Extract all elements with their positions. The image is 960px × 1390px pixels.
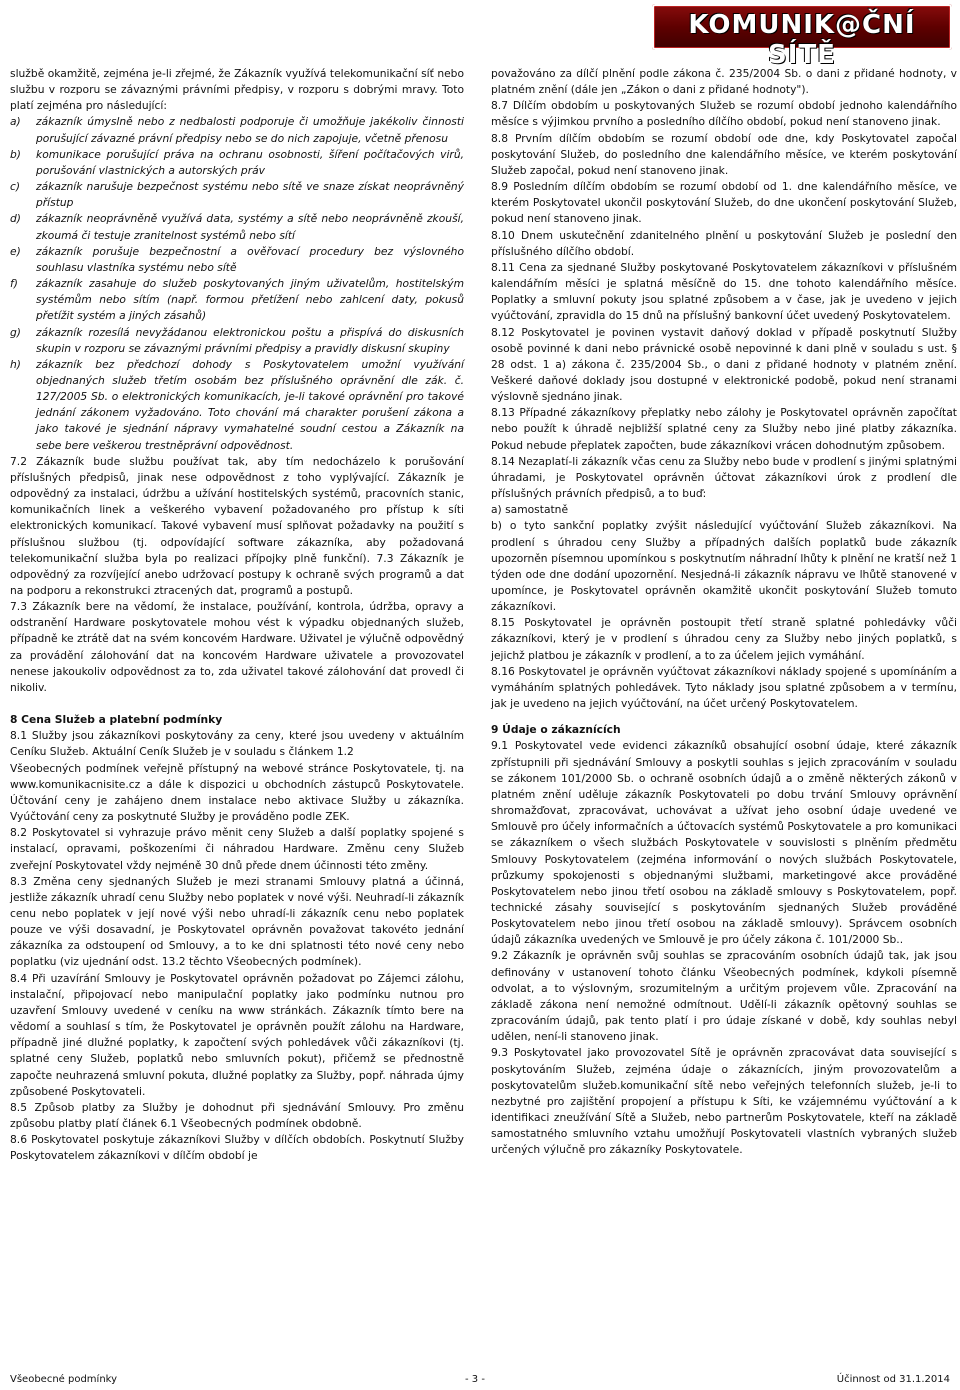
- list-text: zákazník úmyslně nebo z nedbalosti podporuje či umožňuje jakékoliv činnosti porušující závazné právní předpisy nebo se do nich zapojuje, včetně přenosu: [36, 115, 464, 145]
- list-label: e): [10, 244, 21, 258]
- paragraph: 8.16 Poskytovatel je oprávněn vyúčtovat zákazníkovi náklady spojené s upomínáním a vymáháním splatných pohledávek. Tyto náklady jsou splatné způsobem a v termínu, jak je uvedeno na jejich vyúčtování, na účet určený Poskytovatelem.: [491, 664, 957, 711]
- paragraph: a) samostatně: [491, 503, 569, 517]
- paragraph: 8.5 Způsob platby za Služby je dohodnut při sjednávání Smlouvy. Pro změnu způsobu platby platí článek 6.1 Všeobecných podmínek obdobně.: [10, 1100, 464, 1130]
- paragraph: službě okamžitě, zejména je-li zřejmé, že Zákazník využívá telekomunikační síť nebo službu v rozporu se závaznými právními předpisy, v rozporu s dobrými mravy. Toto platí zejména pro následující:: [10, 67, 464, 113]
- page-number: - 3 -: [465, 1374, 485, 1385]
- list-label: f): [10, 277, 18, 291]
- paragraph: 8.6 Poskytovatel poskytuje zákazníkovi Služby v dílčích obdobích. Poskytnutí Služby Poskytovatelem zákazníkovi v dílčím období je: [10, 1133, 464, 1163]
- paragraph: 8.12 Poskytovatel je povinen vystavit daňový doklad v případě poskytnutí Služby osobě povinné k dani nebo právnické osobě nepovinné k dani plně v souladu s ust. § 28 odst. 1 a) zákona č. 235/2004 Sb., o dani z přidané hodnoty v platném znění. Veškeré daňové doklady jsou dostupné v elektronické podobě, pokud není stranami výslovně sjednáno jinak.: [491, 325, 957, 404]
- paragraph: 8.13 Případné zákazníkovy přeplatky nebo zálohy je Poskytovatel oprávněn započítat nebo použít k úhradě nejbližší splatné ceny za Služby nebo jiné platby zákazníka. Pokud nebude přeplatek započten, bude zákazníkovi vrácen dohodnutým způsobem.: [491, 406, 957, 452]
- list-label: a): [10, 115, 21, 129]
- paragraph: 8.9 Posledním dílčím obdobím se rozumí období od 1. dne kalendářního měsíce, ve kterém Poskytovatel ukončil poskytování Služeb, do dne ukončení poskytování Služeb, pokud není stanoveno jinak.: [491, 180, 957, 226]
- paragraph: 8.11 Cena za sjednané Služby poskytované Poskytovatelem zákazníkovi v příslušném kalendářním měsíci je splatná měsíčně do 15. dne tohoto kalendářního měsíce. Poplatky a smluvní pokuty jsou splatné způsobem a v čase, jak je uvedeno v jejich vyúčtování, zpravidla do 15 dnů na příslušný bankovní účet uvedený Poskytovatelem.: [491, 260, 957, 323]
- paragraph: 8.8 Prvním dílčím obdobím se rozumí období ode dne, kdy Poskytovatel započal poskytování Služeb, do posledního dne kalendářního měsíce, ve kterém poskytování Služeb započal, pokud není stanoveno jinak.: [491, 131, 957, 177]
- list-label: b): [10, 147, 21, 161]
- paragraph: 8.3 Změna ceny sjednaných Služeb je mezi stranami Smlouvy platná a účinná, jestliže zákazník uhradí cenu Služby nebo poplatek v nové výši. Neuhradí-li zákazník cenu nebo poplatek v její nové výši nebo uhradí-li zákazník cenu nebo poplatek pouze ve výši dosavadní, je Poskytovatel oprávněn považovat takovéto jednání zákazníka za odstoupení od Smlouvy, a to ke dni splatnosti této nové ceny nebo poplatku (viz ujednání odst. 13.2 těchto Všeobecných podmínek).: [10, 874, 464, 969]
- paragraph: 9.2 Zákazník je oprávněn svůj souhlas se zpracováním osobních údajů tak, jak jsou definovány v ustanovení tohoto článku Všeobecných podmínek, kdykoli písemně odvolat, a to výslovným, srozumitelným a určitým projevem vůle. Zpracování na základě zákona není nemožné odmítnout. Udělí-li zákazník opětovný souhlas se zpracováním údajů, pak tento platí i pro údaje získané v době, kdy souhlas nebyl udělen, není-li stanoveno jinak.: [491, 949, 957, 1044]
- list-text: komunikace porušující práva na ochranu osobnosti, šíření počítačových virů, porušování vlastnických a autorských práv: [36, 147, 464, 177]
- list-label: h): [10, 357, 21, 371]
- list-item: [10, 147, 464, 179]
- list-text: zákazník zasahuje do služeb poskytovaných jiným uživatelům, hostitelským systémům nebo sítím (např. formou přetížení nebo zahlcení daty, pokusů přetížit systém a jiných zásahů): [36, 277, 464, 323]
- violation-list: [10, 114, 464, 453]
- paragraph: 8.2 Poskytovatel si vyhrazuje právo měnit ceny Služeb a další poplatky spojené s instalací, opravami, poškozeními či náhradou Hardware. Změnu ceny Služeb zveřejní Poskytovatel vždy nejméně 30 dnů přede dnem účinnosti této změny.: [10, 826, 464, 872]
- list-item: [10, 179, 464, 211]
- list-label: c): [10, 180, 21, 194]
- paragraph: 9.1 Poskytovatel vede evidenci zákazníků obsahující osobní údaje, které zákazník zpřístupnili při sjednávání Smlouvy a poskytli souhlas s jejich zpracováním v souladu se zákonem 101/2000 Sb. o ochraně osobních údajů a o změně některých zákonů v platném znění uděluje zákazník Poskytovateli po dobu trvání Smlouvy oprávnění shromažďovat, zpracovávat, uchovávat a užívat jeho osobní údaje uvedené ve Smlouvě pro účely informačních a účtovacích systémů Poskytovatele a pro komunikaci se zákazníkem o všech službách Poskytovatele v souvislosti s plněním předmětu Smlouvy Poskytovatelem (zejména informování o nových službách Poskytovatele, průzkumy spokojenosti s objednanými službami, marketingové akce prováděné Poskytovatelem nebo jinou třetí osobou na základě smlouvy s Poskytovatelem, popř. technické zásahy související s poskytováním sjednaných Služeb prováděné Poskytovatelem nebo jinou třetí osobou na základě smlouvy). Správcem osobních údajů zákazníka uvedených ve Smlouvě je pro účely zákona č. 101/2000 Sb..: [491, 739, 957, 947]
- footer-effective-date: Účinnost od 31.1.2014: [836, 1374, 950, 1385]
- paragraph: 8.10 Dnem uskutečnění zdanitelného plnění u poskytování Služeb je poslední den příslušného dílčího období.: [491, 228, 957, 258]
- paragraph: 9.3 Poskytovatel jako provozovatel Sítě je oprávněn zpracovávat data související s poskytováním Služeb, zejména údaje o zákaznících, jiným provozovatelům a poskytovatelům služeb.komunikační sítě nebo veřejných telefonních služeb, je-li to nezbytné pro zajištění propojení a přístupu k Síti, ke vzájemnému vyúčtování a k identifikaci zneužívání Sítě a Služeb, nebo partnerům Poskytovatele, kteří na základě samostatného smluvního vztahu umožňují Poskytovateli vlastních vybraných služeb určených výlučně pro zákazníky Poskytovatele.: [491, 1046, 957, 1157]
- company-logo: [652, 4, 952, 70]
- paragraph: 8.7 Dílčím obdobím u poskytovaných Služeb se rozumí období jednoho kalendářního měsíce s výjimkou prvního a posledního dílčího období, pokud není stanoveno jinak.: [491, 99, 957, 129]
- section-heading: 8 Cena Služeb a platební podmínky: [10, 713, 223, 727]
- paragraph: Všeobecných podmínek veřejně přístupný na webové stránce Poskytovatele, tj. na www.komunikacnisite.cz a dále k dispozici u obchodních zástupců Poskytovatele. Účtování ceny je zahájeno dnem instalace nebo aktivace Služby u zákazníka. Vyúčtování ceny za poskytnuté Služby je prováděno podle ZEK.: [10, 761, 464, 824]
- list-label: d): [10, 212, 21, 226]
- list-text: zákazník porušuje bezpečnostní a ověřovací procedury bez výslovného souhlasu vlastníka systému nebo sítě: [36, 244, 464, 274]
- paragraph: 7.2 Zákazník bude službu používat tak, aby tím nedocházelo k porušování příslušných předpisů, jinak nese odpovědnost z toho vyplývající. Zákazník je odpovědný za instalaci, údržbu a užívání hostitelských systémů, pracovních stanic, komunikačních linek a veškerého vybavení požadovaného pro přístup k síti elektronických komunikací. Takové vybavení musí splňovat požadavky na použití s příslušnou službou (tj. odpovídající software zákazníka, aby požadovaná telekomunikační služba byla po realizaci přípojky plně funkční). 7.3 Zákazník je odpovědný za rozvíjející anebo udržovací postupy k ochraně svých programů a dat na podporu a rekonstrukci ztracených dat, programů a postupů.: [10, 454, 464, 597]
- list-item: [10, 211, 464, 243]
- paragraph: 8.1 Služby jsou zákazníkovi poskytovány za ceny, které jsou uvedeny v aktuálním Ceníku Služeb. Aktuální Ceník Služeb je v souladu s článkem 1.2: [10, 729, 464, 759]
- paragraph: považováno za dílčí plnění podle zákona č. 235/2004 Sb. o dani z přidané hodnoty, v platném znění (dále jen „Zákon o dani z přidané hodnoty").: [491, 67, 957, 97]
- list-text: zákazník neoprávněně využívá data, systémy a sítě nebo neoprávněně zkouší, zkoumá či testuje zranitelnost systémů nebo sítí: [36, 212, 464, 242]
- paragraph: 8.4 Při uzavírání Smlouvy je Poskytovatel oprávněn požadovat po Zájemci zálohu, instalační, připojovací nebo manipulační poplatky jako podmínku nutnou pro uzavření Smlouvy uvedené v ceníku na www stránkách. Zákazník tímto bere na vědomí a souhlasí s tím, že Poskytovatel je oprávněn použít zálohu na Hardware, případně jiné dlužné poplatky, k započtení svých pohledávek vůči zákazníkovi (tj. splatné ceny Služeb, poplatků nebo smluvních pokut), přičemž se přednostně započte neuhrazená smluvní pokuta, dlužné poplatky za Služby, popř. náhrada újmy způsobené Poskytovateli.: [10, 971, 464, 1098]
- list-item: [10, 244, 464, 276]
- footer-title: Všeobecné podmínky: [10, 1374, 118, 1385]
- paragraph: 8.14 Nezaplatí-li zákazník včas cenu za Služby nebo bude v prodlení s jinými splatnými úhradami, je Poskytovatel oprávněn účtovat zákazníkovi úrok z prodlení dle příslušných právních předpisů, a to buď:: [491, 454, 957, 501]
- paragraph: 8.15 Poskytovatel je oprávněn postoupit třetí straně splatné pohledávky vůči zákazníkovi, který je v prodlení s úhradou ceny za Služby nebo jiných poplatků, s jejichž platbou je zákazník v prodlení, a to za účelem jejich vymáhání.: [491, 616, 957, 662]
- section-heading: 9 Údaje o zákaznících: [491, 723, 621, 737]
- list-text: zákazník bez předchozí dohody s Poskytovatelem umožní využívání objednaných služeb třetím osobám bez příslušného oprávnění dle zák. č. 127/2005 Sb. o elektronických komunikacích, je-li takové oprávnění pro takové jednání zákonem vyžadováno. Toto chování má charakter porušení zákona a jako takové je sjednání nápravy vymahatelné soudní cestou a Zákazník na sebe bere veškerou trestněprávní odpovědnost.: [36, 357, 464, 452]
- spacer: [491, 712, 957, 722]
- list-item: [10, 325, 464, 357]
- list-item: [10, 357, 464, 454]
- page-footer: [10, 1374, 950, 1388]
- list-label: g): [10, 325, 21, 339]
- paragraph: b) o tyto sankční poplatky zvýšit následující vyúčtování Služeb zákazníkovi. Na prodlení s úhradou ceny Služby a případných dalších poplatků bude zákazník upozorněn písemnou upomínkou s poskytnutím náhradní lhůty k plnění ne kratší než 1 týden ode dne dodání upozornění. Nesjedná-li zákazník nápravu ve lhůtě stanovené v upomínce, je Poskytovatel oprávněn okamžitě ukončit poskytování Služeb tomuto zákazníkovi.: [491, 519, 957, 614]
- list-text: zákazník rozesílá nevyžádanou elektronickou poštu a přispívá do diskusních skupin v rozporu se závaznými právními předpisy a pravidly diskusní skupiny: [36, 325, 464, 355]
- list-item: [10, 114, 464, 146]
- right-column: [491, 66, 957, 1158]
- paragraph: 7.3 Zákazník bere na vědomí, že instalace, používání, kontrola, údržba, opravy a odstranění Hardware poskytovatele mohou vést k výpadku objednaných služeb, případně ke ztrátě dat na svém koncovém Hardware. Uživatel je výlučně odpovědný za provádění zálohování dat na koncovém Hardware uživatele a provozovatel nenese jakoukoliv odpovědnost za to, zda uživatel takové zálohování dat provedl či nikoliv.: [10, 600, 464, 694]
- logo-text: KOMUNIK@ČNÍ SÍTĚ: [688, 10, 916, 70]
- list-item: [10, 276, 464, 324]
- spacer: [10, 696, 464, 712]
- list-text: zákazník narušuje bezpečnost systému nebo sítě ve snaze získat neoprávněný přístup: [36, 180, 464, 210]
- left-column: [10, 66, 464, 1164]
